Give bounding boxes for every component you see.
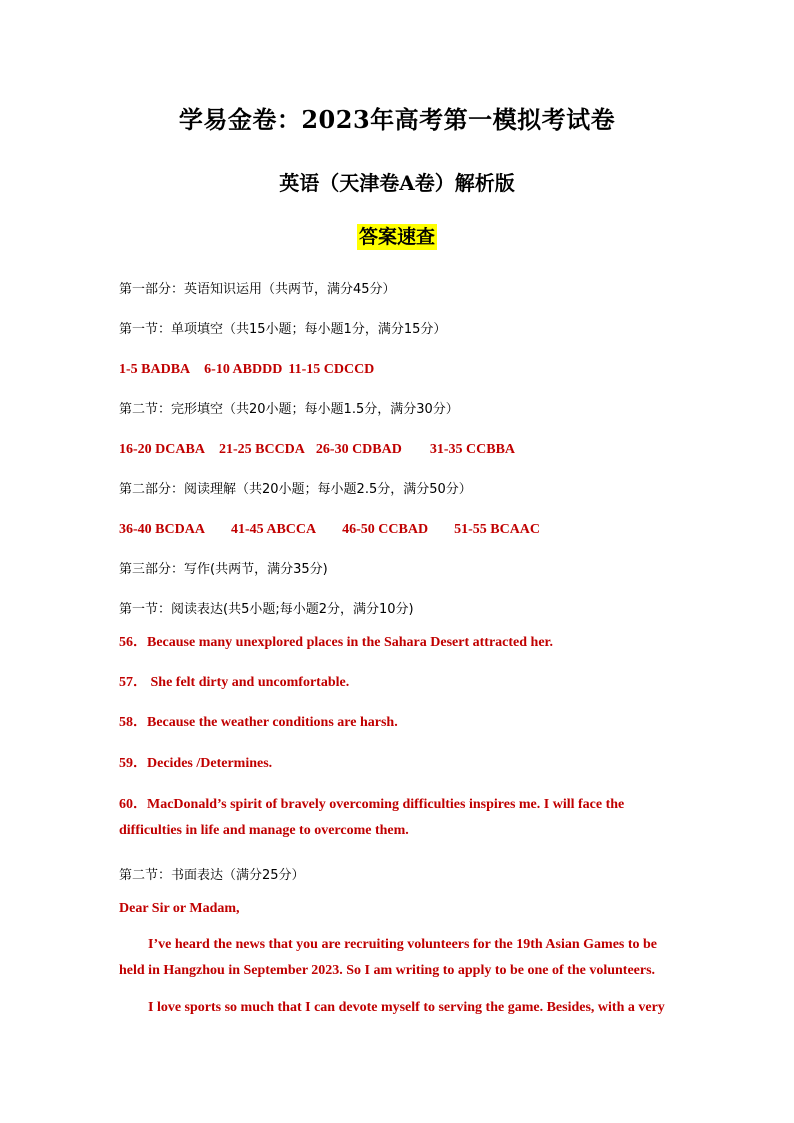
answer-group: 21-25 BCCDA: [218, 442, 305, 457]
answer-q60: 60．MacDonald’s spirit of bravely overcoming difficulties inspires me. I will face the difficulties in life and manage to overcome them.: [119, 797, 625, 838]
answer-group: 6-10 ABDDD: [204, 362, 283, 377]
quick-answer-heading-wrap: [0, 224, 794, 250]
answer-group: 36-40 BCDAA: [119, 522, 205, 537]
part1-sec2-answers: [119, 440, 515, 460]
part3-sec1-heading: 第一节：阅读表达(共5小题;每小题2分，满分10分): [119, 602, 414, 617]
answer-group: 16-20 DCABA: [119, 442, 205, 457]
part1-heading: 第一部分：英语知识运用（共两节，满分45分）: [119, 282, 396, 297]
answer-group: 46-50 CCBAD: [342, 522, 429, 537]
part2-answers: [119, 520, 540, 540]
letter-paragraph-2: I love sports so much that I can devote myself to serving the game. Besides, with a very: [148, 1000, 665, 1015]
answer-group: 1-5 BADBA: [119, 362, 191, 377]
answer-q58: 58．Because the weather conditions are harsh.: [119, 715, 398, 730]
answer-group: 26-30 CDBAD: [315, 442, 402, 457]
answer-group: 11-15 CDCCD: [288, 362, 375, 377]
document-subtitle: 英语（天津卷A卷）解析版: [279, 171, 515, 195]
answer-q59: 59．Decides /Determines.: [119, 756, 273, 771]
part1-sec2-heading: 第二节：完形填空（共20小题；每小题1.5分，满分30分）: [119, 402, 459, 417]
answer-q56: 56．Because many unexplored places in the Sahara Desert attracted her.: [119, 635, 553, 650]
part3-heading: 第三部分：写作(共两节，满分35分): [119, 562, 328, 577]
part1-sec1-answers: [119, 360, 374, 380]
answer-group: 51-55 BCAAC: [454, 522, 541, 537]
letter-salutation: Dear Sir or Madam,: [119, 901, 240, 916]
letter-paragraph-1: I’ve heard the news that you are recruiting volunteers for the 19th Asian Games to be held in Hangzhou in September 2023. So I am writing to apply to be one of the volunteers.: [119, 937, 658, 978]
quick-answer-heading: 答案速查: [358, 226, 435, 248]
answer-group: 31-35 CCBBA: [429, 442, 516, 457]
answer-q57: 57． She felt dirty and uncomfortable.: [119, 675, 350, 690]
part1-sec1-heading: 第一节：单项填空（共15小题；每小题1分，满分15分）: [119, 322, 447, 337]
document-title: 学易金卷：2023年高考第一模拟考试卷: [178, 105, 616, 134]
part3-sec2-heading: 第二节：书面表达（满分25分）: [119, 868, 305, 883]
answer-group: 41-45 ABCCA: [230, 522, 317, 537]
part2-heading: 第二部分：阅读理解（共20小题；每小题2.5分，满分50分）: [119, 482, 472, 497]
